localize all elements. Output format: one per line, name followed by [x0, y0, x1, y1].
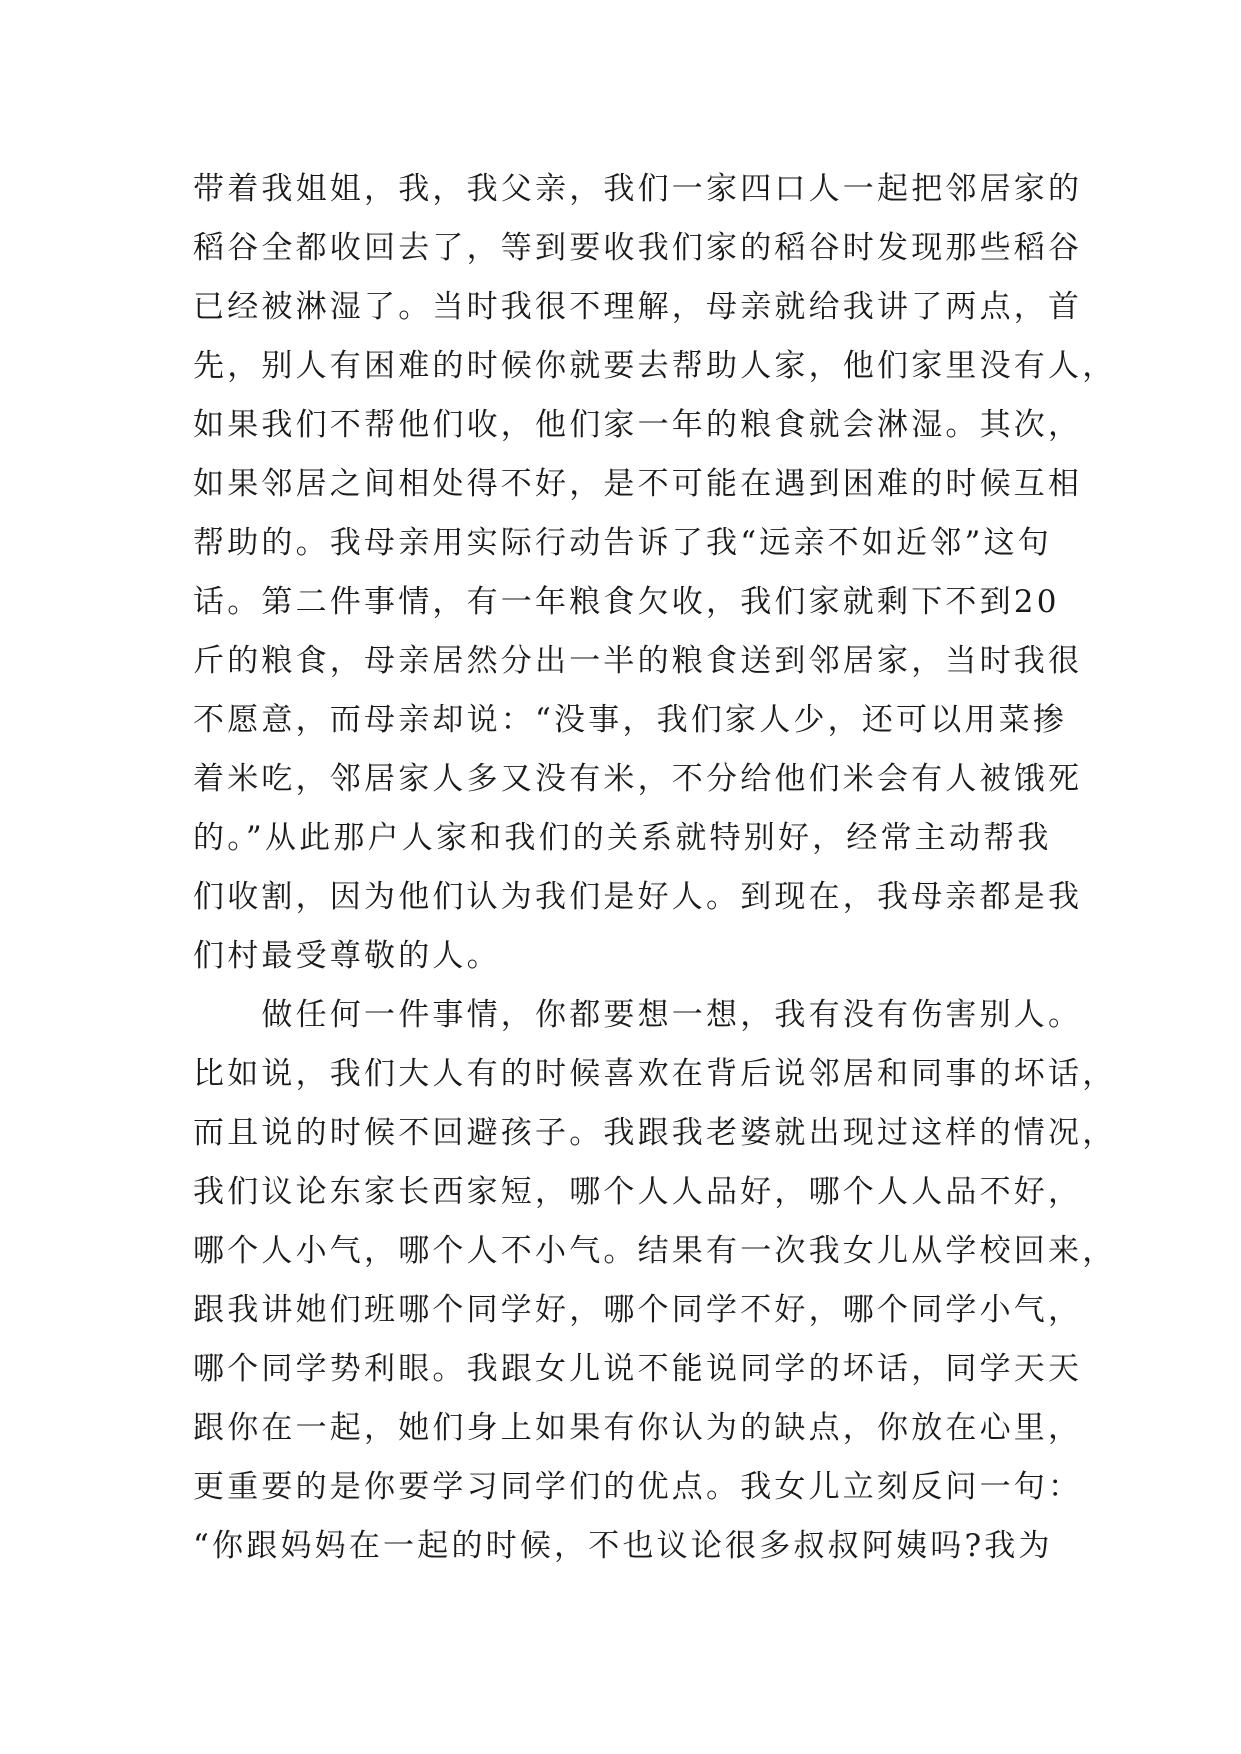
- text-line: 带着我姐姐，我，我父亲，我们一家四口人一起把邻居家的: [193, 171, 1083, 207]
- text-line: 着米吃，邻居家人多又没有米，不分给他们米会有人被饿死: [193, 761, 1083, 797]
- text-line: 的。”从此那户人家和我们的关系就特别好，经常主动帮我: [193, 820, 1052, 856]
- text-line: 斤的粮食，母亲居然分出一半的粮食送到邻居家，当时我很: [193, 643, 1083, 679]
- text-line: 而且说的时候不回避孩子。我跟我老婆就出现过这样的情况，: [193, 1115, 1117, 1151]
- text-line: 先，别人有困难的时候你就要去帮助人家，他们家里没有人，: [193, 348, 1117, 384]
- text-line: 话。第二件事情，有一年粮食欠收，我们家就剩下不到20: [193, 584, 1060, 620]
- text-line: 帮助的。我母亲用实际行动告诉了我“远亲不如近邻”这句: [193, 525, 1052, 561]
- text-line: 如果邻居之间相处得不好，是不可能在遇到困难的时候互相: [193, 466, 1083, 502]
- text-line: 们村最受尊敬的人。: [193, 938, 501, 974]
- text-line: 稻谷全都收回去了，等到要收我们家的稻谷时发现那些稻谷: [193, 230, 1083, 266]
- text-line: 跟我讲她们班哪个同学好，哪个同学不好，哪个同学小气，: [193, 1292, 1083, 1328]
- text-line: 已经被淋湿了。当时我很不理解，母亲就给我讲了两点，首: [193, 289, 1083, 325]
- text-line: “你跟妈妈在一起的时候，不也议论很多叔叔阿姨吗?我为: [193, 1528, 1053, 1564]
- body-text: [193, 160, 1117, 1576]
- text-line: 哪个同学势利眼。我跟女儿说不能说同学的坏话，同学天天: [193, 1351, 1083, 1387]
- text-line: 比如说，我们大人有的时候喜欢在背后说邻居和同事的坏话，: [193, 1056, 1117, 1092]
- text-line: 更重要的是你要学习同学们的优点。我女儿立刻反问一句：: [193, 1469, 1083, 1505]
- text-line: 我们议论东家长西家短，哪个人人品好，哪个人人品不好，: [193, 1174, 1083, 1210]
- text-line: 跟你在一起，她们身上如果有你认为的缺点，你放在心里，: [193, 1410, 1083, 1446]
- text-line: 如果我们不帮他们收，他们家一年的粮食就会淋湿。其次，: [193, 407, 1083, 443]
- text-line: 做任何一件事情，你都要想一想，我有没有伤害别人。: [193, 997, 1083, 1033]
- text-line: 们收割，因为他们认为我们是好人。到现在，我母亲都是我: [193, 879, 1083, 915]
- text-line: 哪个人小气，哪个人不小气。结果有一次我女儿从学校回来，: [193, 1233, 1117, 1269]
- text-line: 不愿意，而母亲却说：“没事，我们家人少，还可以用菜掺: [193, 702, 1068, 738]
